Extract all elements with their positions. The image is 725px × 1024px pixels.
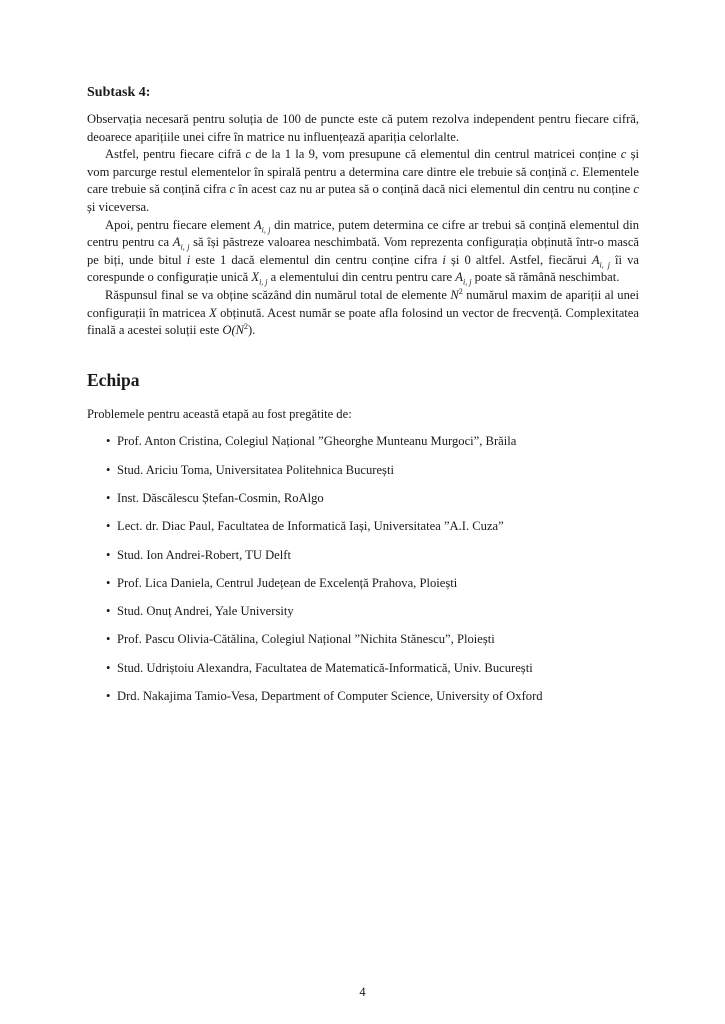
- bullet-icon: •: [106, 604, 111, 619]
- bullet-icon: •: [106, 490, 111, 505]
- member-text: Stud. Onuț Andrei, Yale University: [117, 604, 294, 619]
- text: în acest caz nu ar putea să o conțină dacă nici elementul din centru nu conține: [235, 182, 634, 197]
- member-text: Inst. Dăscălescu Ștefan-Cosmin, RoAlgo: [117, 490, 324, 505]
- math-var: A: [591, 252, 600, 267]
- text: și viceversa.: [87, 199, 150, 214]
- bullet-icon: •: [106, 575, 111, 590]
- text: de la 1 la 9, vom presupune că elementul din centrul matricei conține: [251, 147, 621, 162]
- member-text: Stud. Udriștoiu Alexandra, Facultatea de Matematică-Informatică, Univ. București: [117, 660, 533, 675]
- math-var: N: [450, 287, 459, 302]
- math-var: i: [442, 252, 446, 267]
- bullet-icon: •: [106, 632, 111, 647]
- paragraph-spiral: [87, 146, 639, 216]
- list-item: [106, 575, 639, 592]
- list-item: [106, 660, 639, 677]
- text: și vom parcurge restul elementelor în spirală pentru a determina care dintre ele trebuie să conțină: [87, 147, 639, 179]
- text: Astfel, pentru fiecare cifră: [105, 147, 246, 162]
- text: .: [252, 323, 256, 338]
- paragraph-observation: Observația necesară pentru soluția de 100 de puncte este că putem rezolva independent pentru fiecare cifră, deoarece aparițiile unei cifre în matrice nu influențează apariția celorlalte.: [87, 112, 639, 144]
- member-text: Prof. Anton Cristina, Colegiul Național ”Gheorghe Munteanu Murgoci”, Brăila: [117, 434, 517, 449]
- math-var: (N: [231, 323, 245, 338]
- team-intro: Problemele pentru această etapă au fost pregătite de:: [87, 406, 352, 421]
- list-item: [106, 688, 639, 705]
- text: numărul maxim de apariții al unei configurații în matricea: [87, 287, 639, 320]
- math-var: A: [172, 235, 181, 250]
- list-item: [106, 547, 639, 564]
- paragraph-bitmask: [87, 217, 639, 287]
- text: obținută. Acest număr se poate afla folosind un vector de frecvență. Complexitatea finală a acestei soluții este: [87, 305, 639, 338]
- member-text: Stud. Ariciu Toma, Universitatea Politehnica București: [117, 462, 394, 477]
- list-item: [106, 433, 639, 450]
- text: Apoi, pentru fiecare element: [105, 217, 254, 232]
- document-page: [87, 84, 639, 716]
- bullet-icon: •: [106, 688, 111, 703]
- math-exponent: 2: [244, 321, 249, 331]
- text: este 1 dacă elementul din centru conține cifra: [190, 252, 443, 267]
- bullet-icon: •: [106, 519, 111, 534]
- text: să își păstreze valoarea neschimbată. Vom reprezenta configurația obținută într-o mască pe biți, unde bitul: [87, 235, 639, 267]
- text: . Elementele care trebuie să conțină cifra: [87, 164, 639, 197]
- math-var: c: [570, 164, 576, 179]
- member-text: Lect. dr. Diac Paul, Facultatea de Informatică Iași, Universitatea ”A.I. Cuza”: [117, 519, 504, 534]
- text: a elementului din centru pentru care: [267, 270, 456, 285]
- math-var: A: [455, 270, 463, 285]
- team-heading: Echipa: [87, 369, 140, 390]
- math-subscript: i, j: [599, 260, 610, 270]
- math-var: A: [253, 217, 262, 232]
- math-subscript: i, j: [180, 242, 190, 252]
- list-item: [106, 490, 639, 507]
- list-item: [106, 518, 639, 535]
- math-subscript: i, j: [463, 277, 472, 287]
- text: Răspunsul final se va obține scăzând din numărul total de elemente: [105, 287, 451, 302]
- math-paren: ): [248, 323, 253, 338]
- subtask-heading: Subtask 4:: [87, 85, 151, 100]
- text: poate să rămână neschimbat.: [471, 270, 620, 285]
- member-text: Stud. Ion Andrei-Robert, TU Delft: [117, 547, 291, 562]
- math-var: c: [633, 182, 640, 197]
- math-var: O: [222, 323, 232, 338]
- math-var: c: [620, 147, 627, 162]
- math-var: i: [186, 252, 191, 267]
- text: din matrice, putem determina ce cifre ar trebui să conțină elementul din centru pentru ca: [87, 217, 639, 250]
- math-var: c: [229, 182, 236, 197]
- bullet-icon: •: [106, 547, 111, 562]
- bullet-icon: •: [106, 434, 111, 449]
- bullet-icon: •: [106, 660, 111, 675]
- team-list: [87, 433, 639, 705]
- list-item: [106, 631, 639, 648]
- text: și 0 altfel. Astfel, fiecărui: [445, 252, 592, 267]
- member-text: Prof. Lica Daniela, Centrul Județean de Excelență Prahova, Ploiești: [117, 575, 458, 590]
- math-var: X: [251, 270, 260, 285]
- paragraph-answer: [87, 287, 639, 340]
- list-item: [106, 603, 639, 620]
- member-text: Prof. Pascu Olivia-Cătălina, Colegiul Național ”Nichita Stănescu”, Ploiești: [117, 632, 495, 647]
- text: îi va corespunde o configurație unică: [87, 252, 639, 285]
- math-var: X: [209, 305, 217, 320]
- member-text: Drd. Nakajima Tamio-Vesa, Department of Computer Science, University of Oxford: [117, 688, 543, 703]
- math-subscript: i, j: [261, 225, 271, 235]
- math-subscript: i, j: [259, 277, 268, 287]
- math-exponent: 2: [458, 286, 463, 296]
- bullet-icon: •: [106, 462, 111, 477]
- page-number: 4: [359, 985, 366, 999]
- list-item: [106, 462, 639, 479]
- math-var: c: [245, 147, 252, 162]
